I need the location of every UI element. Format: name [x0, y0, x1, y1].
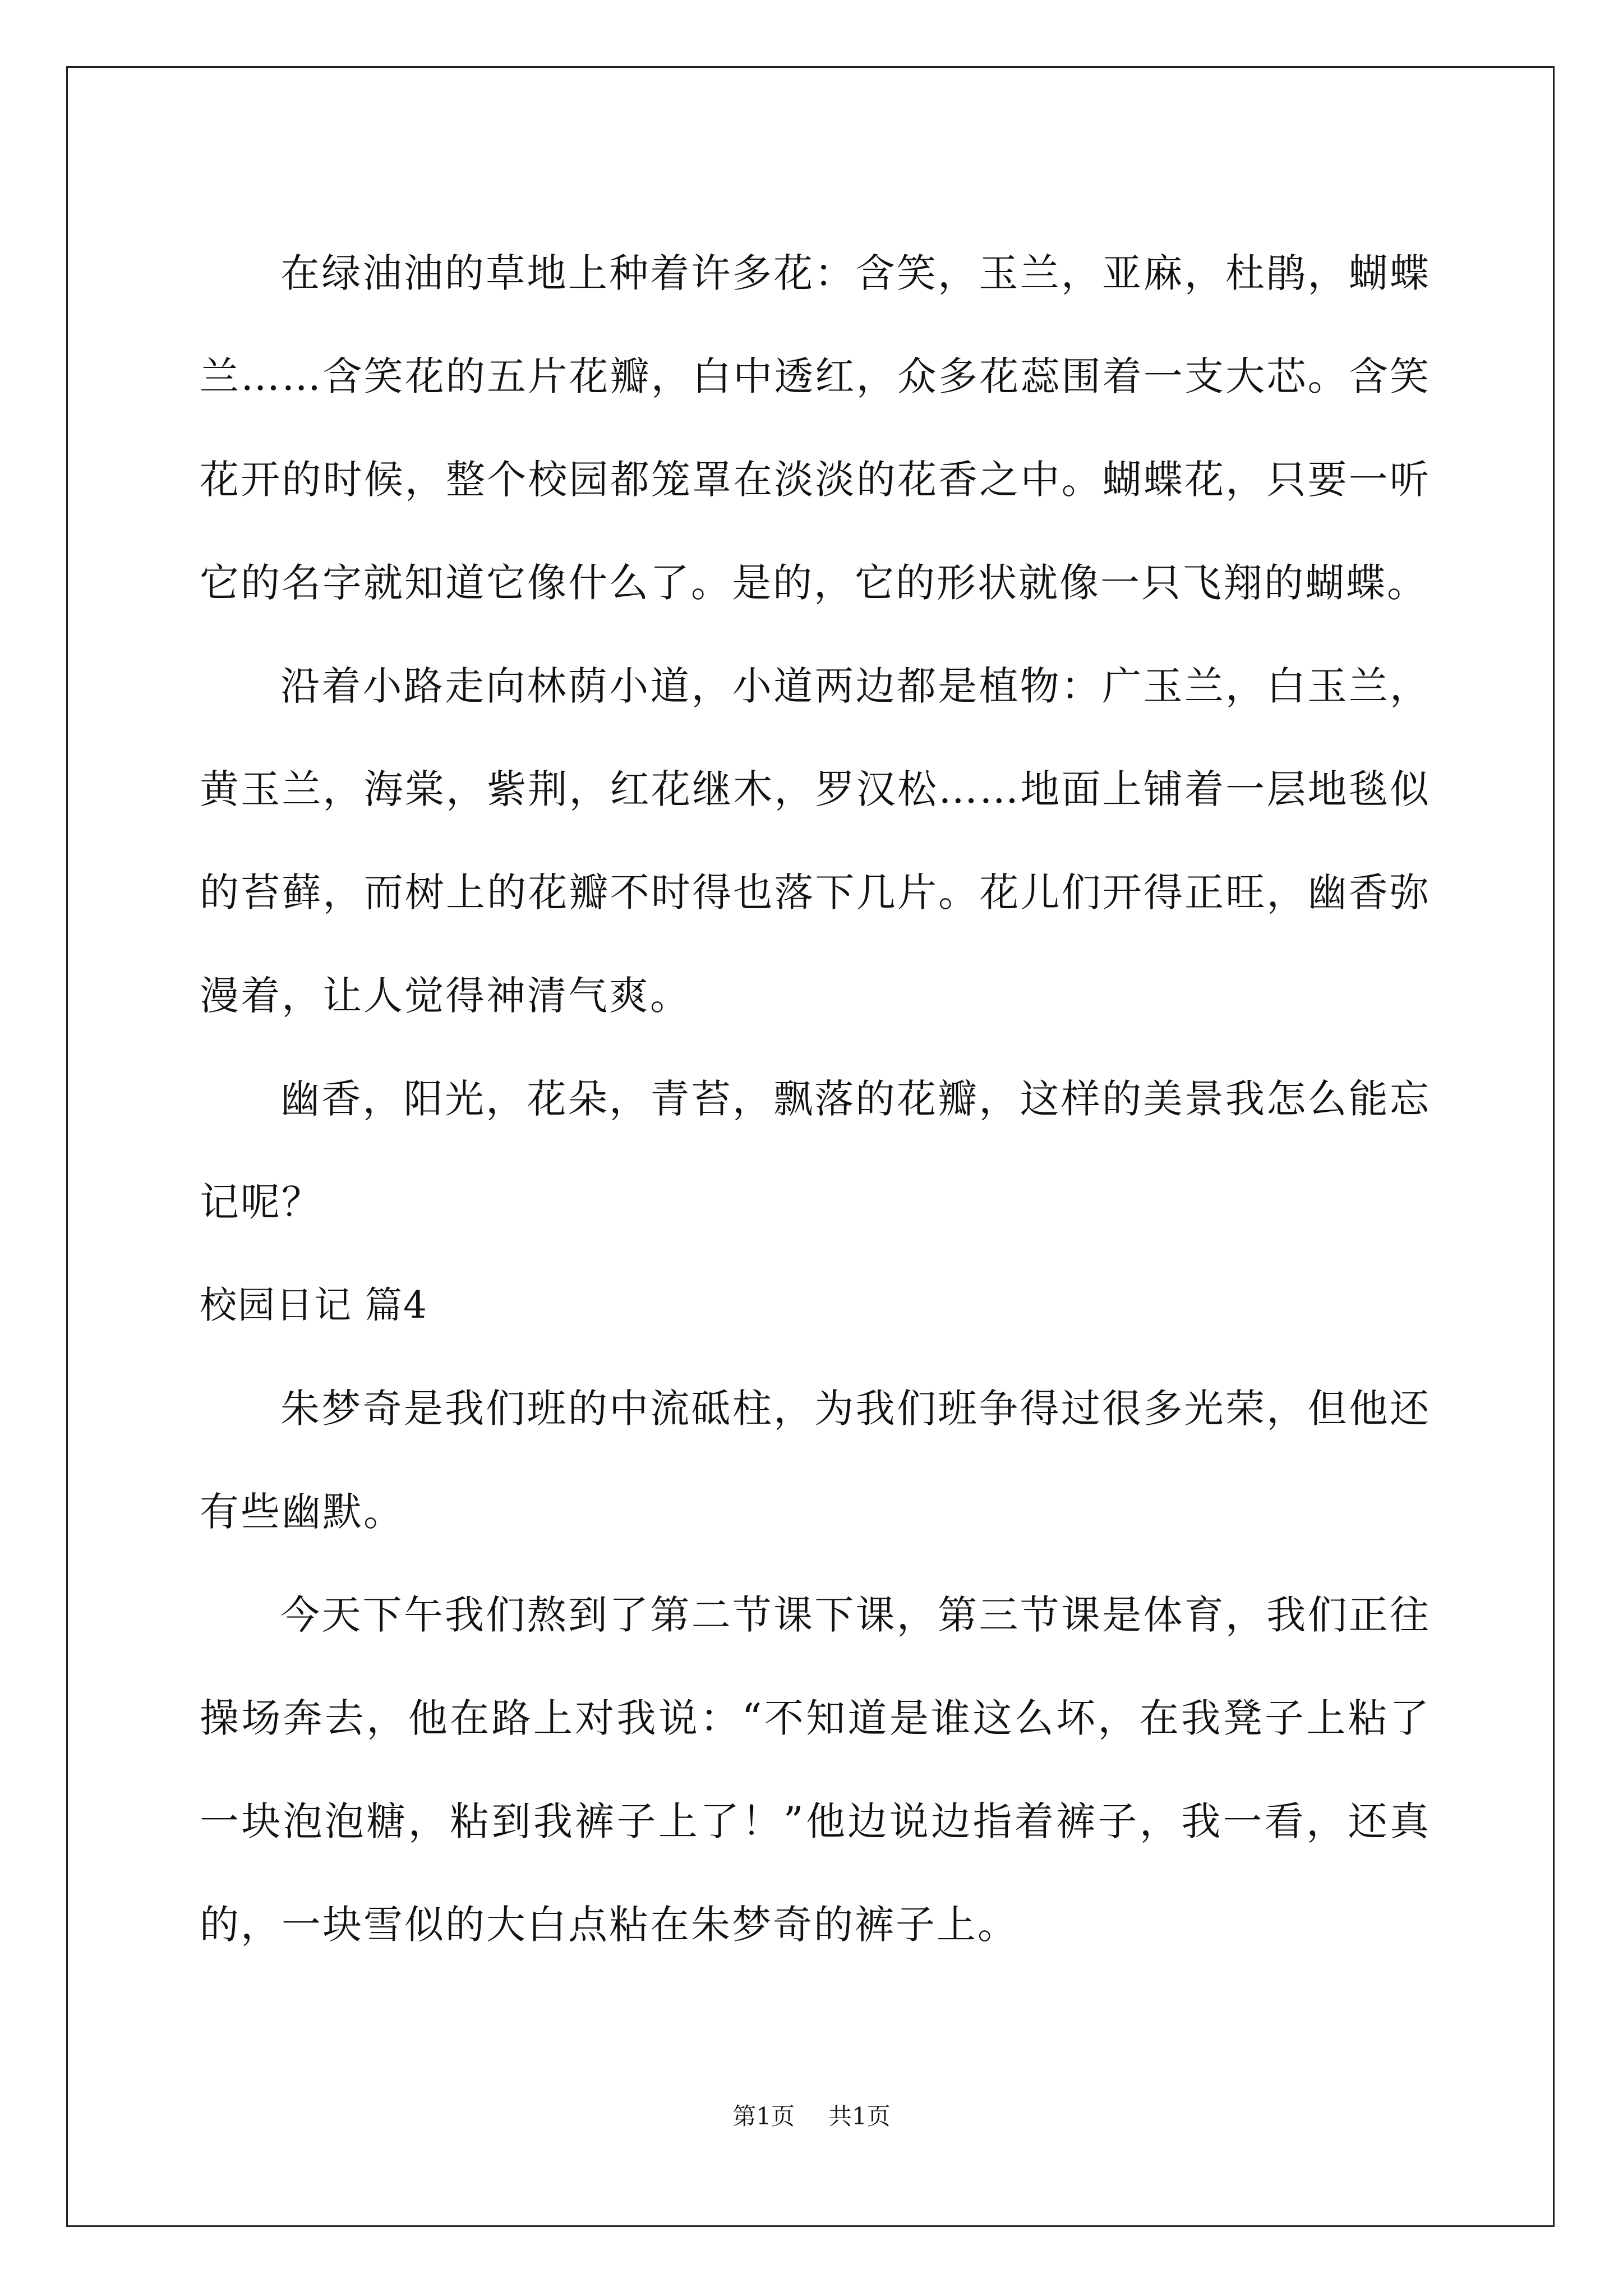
paragraph: 幽香，阳光，花朵，青苔，飘落的花瓣，这样的美景我怎么能忘记呢？	[200, 1076, 1431, 1225]
paragraph: 今天下午我们熬到了第二节课下课，第三节课是体育，我们正往操场奔去，他在路上对我说：“不知道是谁这么坏，在我凳子上粘了一块泡泡糖，粘到我裤子上了！”他边说边指着裤子，我一看，还真的，一块雪似的大白点粘在朱梦奇的裤子上。	[200, 1592, 1431, 1948]
document-body	[200, 222, 1431, 1976]
page-number: 第1页	[732, 2102, 795, 2130]
section-heading: 校园日记 篇4	[200, 1283, 428, 1327]
page-footer	[0, 2098, 1623, 2132]
page-total: 共1页	[828, 2102, 891, 2130]
paragraph: 沿着小路走向林荫小道，小道两边都是植物：广玉兰，白玉兰，黄玉兰，海棠，紫荆，红花继木，罗汉松……地面上铺着一层地毯似的苔藓，而树上的花瓣不时得也落下几片。花儿们开得正旺，幽香弥漫着，让人觉得神清气爽。	[200, 663, 1431, 1019]
paragraph: 在绿油油的草地上种着许多花：含笑，玉兰，亚麻，杜鹃，蝴蝶兰……含笑花的五片花瓣，白中透红，众多花蕊围着一支大芯。含笑花开的时候，整个校园都笼罩在淡淡的花香之中。蝴蝶花，只要一听它的名字就知道它像什么了。是的，它的形状就像一只飞翔的蝴蝶。	[200, 250, 1431, 606]
paragraph: 朱梦奇是我们班的中流砥柱，为我们班争得过很多光荣，但他还有些幽默。	[200, 1386, 1431, 1535]
